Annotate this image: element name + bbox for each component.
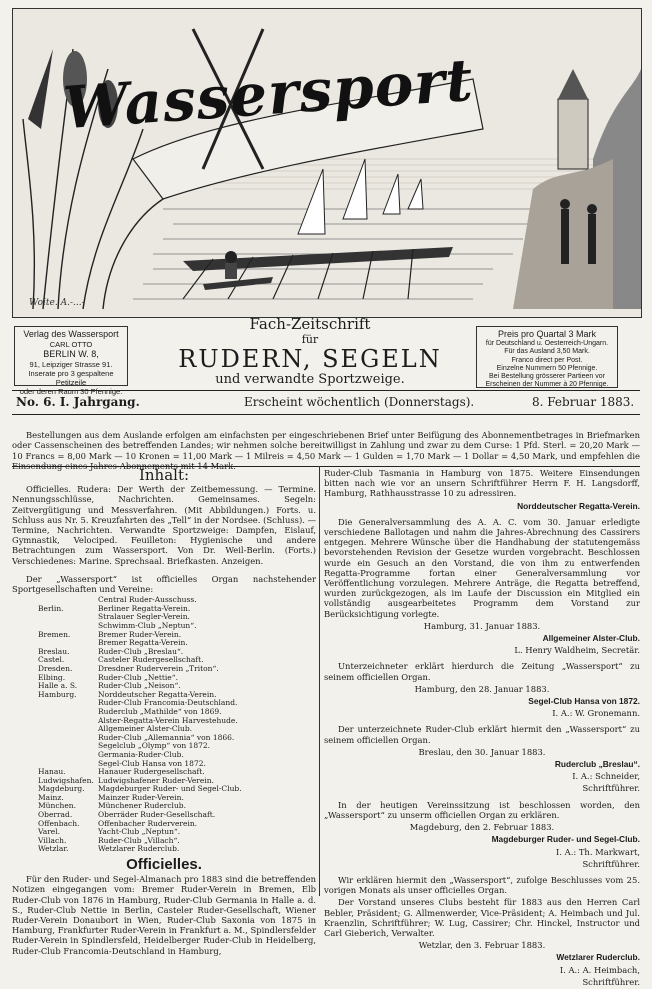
signature: Schriftführer. [582,783,640,794]
signature: Schriftführer. [582,858,640,869]
place-date: Hamburg, den 28. Januar 1883. [414,683,550,694]
club-list [38,596,316,854]
club-name: Germania-Ruder-Club. [98,749,184,759]
subtitle-fuer: für [301,333,319,346]
club-city [38,734,98,743]
signature: Ruderclub „Breslau“. [554,759,640,770]
left-column [12,468,316,958]
issue-number: No. 6. I. Jahrgang. [16,395,140,409]
tasmania-text: Ruder-Club Tasmania in Hamburg von 1875. Weitere Einsendungen bitten nach wie vor an unsern Schriftführer Herrn F. H. Langsdorff, Hamburg, Rathhausstrasse 10 zu adressiren. [324,468,640,499]
club-name: Yacht-Club „Neptun“. [98,827,181,837]
club-name: Bremer Regatta-Verein. [98,638,188,648]
signature: Segel-Club Hansa von 1872. [528,696,640,707]
club-name: Bremer Ruder-Verein. [98,629,182,639]
club-name: Schwimm-Club „Neptun“. [98,621,197,631]
club-city: Hanau. [38,767,66,777]
club-name: Stralauer Segler-Verein. [98,612,190,622]
club-name: Dresdner Ruderverein „Triton“. [98,663,219,673]
club-name: Alster-Regatta-Verein Harvestehude. [98,715,238,725]
rule-bottom [12,414,640,415]
club-city [38,725,98,734]
right-column [324,468,640,989]
club-name: Allgemeiner Alster-Club. [98,724,193,734]
signature: Magdeburger Ruder- und Segel-Club. [491,834,640,845]
inhalt-text: Officielles. Rudera: Der Werth der Zeitbemessung. — Termine. Nennungsschlüsse, Nachrichten. Gemeinsames. Segeln: Zeitvergütigung und Messverfahren. (Mit Abbildungen.) Forts. u. Schluss aus Nr. 5. Kreuzfahrten des „Tell“ in der Nordsee. (Schluss). — Termine, Nachrichten. Verwandte Sportzweige: Dampfen, Eislauf, Gymnastik, Velociped. Feuilleton: Hygienische und andere Betrachtungen zum Wassersport. Von Dr. Weil-Berlin. (Forts.) Verschiedenes: Marine. Sprechsaal. Briefkasten. Anzeigen. [12,484,316,566]
rule-notice [12,466,640,467]
club-name: Casteler Rudergesellschaft. [98,655,204,665]
masthead-title: Wassersport [61,45,476,143]
publisher-line: CARL OTTO [49,340,93,349]
club-name: Ruder-Club Francomia-Deutschland. [98,698,238,708]
place-date: Magdeburg, den 2. Februar 1883. [409,822,555,833]
subtitle-sub: und verwandte Sportzweige. [215,372,405,387]
price-line: für Deutschland u. Oesterreich-Ungarn. [485,340,609,347]
club-city: Bremen. [38,629,71,639]
club-city: Wetzlar. [38,844,69,854]
breslau-text: Der unterzeichnete Ruder-Club erklärt hiermit den „Wassersport“ zu seinem officiellen Organ. [324,724,640,745]
club-city: Ludwigshafen. [38,775,94,785]
club-name: Ruder-Club „Nettie“. [98,672,178,682]
club-city: Dresden. [38,663,73,673]
club-name: Central Ruder-Ausschuss. [98,595,197,605]
signature: Norddeutscher Regatta-Verein. [517,500,640,511]
club-name: Oberräder Ruder-Gesellschaft. [98,810,216,820]
subtitle-block [160,315,460,387]
club-name: Hanauer Rudergesellschaft. [98,767,205,777]
vorstand-text: Der Vorstand unseres Clubs besteht für 1883 aus den Herren Carl Bebler, Präsident; G. Allmenwerder, Vice-Präsident; A. Heimbach und Jul. Kraenzlin, Schriftführer; W. Lug, Cassirer; Chr. Hinckel, Instructor und Carl Gieberich, Verwalter. [324,897,640,938]
club-city [38,708,98,717]
club-city [38,613,98,622]
signature: Allgemeiner Alster-Club. [542,633,640,644]
signature: I. A.: W. Gronemann. [552,708,640,719]
club-city: Mainz. [38,792,64,802]
subscription-notice: Bestellungen aus dem Auslande erfolgen am einfachsten per eingeschriebenen Brief unter Beifügung des Abonnementbetrages in Briefmarken oder Cassenscheinen des betreffenden Landes; wir nehmen solche bereitwilligst in Zahlung und zwar zu dem Curse: 1 Pfd. Sterl. = 20,20 Mark — 10 Francs = 8,00 Mark — 10 Kronen = 11,00 Mark — 1 Milreis = 4,50 Mark — 1 Gulden = 1,70 Mark — 1 Dollar = 4,50 Mark, und empfehlen die Einsendung eines Jahres-Abonnements mit 14 Mark. [12,430,640,471]
subtitle-main: RUDERN, SEGELN [178,345,442,373]
club-name: Norddeutscher Regatta-Verein. [98,689,217,699]
club-city: Oberrad. [38,810,73,820]
club-name: Ruderclub „Mathilde“ von 1869. [98,706,222,716]
inhalt-heading: Inhalt: [138,466,190,484]
price-line: Preis pro Quartal 3 Mark [497,329,597,339]
signature: I. A.: A. Heimbach, [559,964,640,975]
price-box [476,326,618,388]
wetzlar-text: Wir erklären hiermit den „Wassersport“, zufolge Beschlusses vom 25. vorigen Monats als unser officielles Organ. [324,874,640,896]
price-line: Franco direct per Post. [511,356,583,364]
officielles-heading: Officielles. [126,856,202,874]
organ-intro: Der „Wassersport“ ist officielles Organ nachstehender Sportgesellschaften und Vereine: [12,573,316,595]
publisher-line: oder deren Raum 30 Pfennige. [19,387,123,396]
issue-date: 8. Februar 1883. [532,395,635,409]
club-city: Elbing. [38,672,66,682]
club-city [38,742,98,751]
signature: I. A.: Schneider, [572,771,640,782]
club-name: Mainzer Ruder-Verein. [98,792,184,802]
magdeburg-text: In der heutigen Vereinssitzung ist beschlossen worden, den „Wassersport“ zu unserm officiellen Organ zu erklären. [324,799,640,820]
club-city [38,751,98,760]
club-city: Berlin. [38,603,64,613]
club-name: Münchener Ruderclub. [98,801,186,811]
club-city [38,699,98,708]
signature: Schriftführer. [582,976,640,987]
club-name: Ruder-Club „Villach“. [98,835,180,845]
club-name: Segelclub „Olymp“ von 1872. [98,741,211,751]
price-line: Erscheinen der Nummer à 20 Pfennige. [485,381,609,389]
publisher-line: Inserate pro 3 gespaltene Petitzeile [28,369,114,387]
club-name: Ludwigshafener Ruder-Verein. [98,775,214,785]
club-name: Offenbacher Ruderverein. [98,818,198,828]
officielles-text: Für den Ruder- und Segel-Almanach pro 1883 sind die betreffenden Notizen eingegangen vom: Bremer Ruder-Verein in Bremen, Elb Ruder-Club von 1876 in Hamburg, Ruder-Club Germania in Halle a. d. S., Ruder-Club Nettie in Berlin, Casteler Ruder-Gesellschaft, Wiener Ruder-Verein Donaubort in Wien, Ruder-Club Saxonia von 1875 in Hamburg, Frankfurter Ruder-Verein in Frankfurt a. M., Spindlersfelder Ruder-Verein in Spindlersfeld, Heidelberger Ruder-Club in Heidelberg, Ruder-Club Francomia-Deutschland in Hamburg, [12,874,316,956]
price-line: Bei Bestellung grösserer Partieen vor [489,373,605,381]
signature: Wetzlarer Ruderclub. [556,952,640,963]
club-city [38,717,98,726]
club-city: Halle a. S. [38,681,78,691]
masthead-illustration [12,8,642,318]
club-name: Ruder-Club „Breslau“. [98,646,184,656]
club-name: Ruder-Club „Neison“. [98,681,181,691]
artist-signature: Woite. A.-...- [29,298,85,308]
publisher-box [14,326,128,396]
publisher-line: BERLIN W. 8, [43,349,99,359]
subtitle-fach: Fach-Zeitschrift [249,315,371,333]
club-city: Offenbach. [38,818,80,828]
generalversammlung-text: Die Generalversammlung des A. A. C. vom 30. Januar erledigte verschiedene Ballotagen und nahm die Jahres-Abrechnung des Cassirers entgegen. Mehrere Wünsche über die Handhabung der statutengemäss bevorstehenden Revision der Gesetze wurden vorgebracht. Beschlossen wurde ein Gesuch an den Vorstand, die von ihm zu entwerfenden Regatta-Programme fortan einer Generalversammlung vor Veröffentlichung vorzulegen. Mehrere Anträge, die Regatta betreffend, wurden zurückgezogen, als im Laufe der Discussion ein Mitglied ein vollständig ausgearbeitetes Programm dem Vorstand zur Berücksichtigung vorlegte. [324,516,640,619]
club-name: Ruder-Club „Allemannia“ von 1866. [98,732,235,742]
place-date: Hamburg, 31. Januar 1883. [423,620,541,631]
signature: I. A.: Th. Markwart, [556,846,640,857]
club-city: Magdeburg. [38,784,85,794]
publisher-line: Verlag des Wassersport [23,329,119,339]
club-name: Magdeburger Ruder- und Segel-Club. [98,784,242,794]
price-line: Einzelne Nummern 50 Pfennige. [496,364,598,372]
publisher-line: 91, Leipziger Strasse 91. [29,360,113,369]
club-city: Castel. [38,655,65,665]
club-city: Breslau. [38,646,70,656]
place-date: Breslau, den 30. Januar 1883. [418,746,546,757]
club-name: Berliner Regatta-Verein. [98,603,191,613]
price-line: Für das Ausland 3,50 Mark. [504,348,590,356]
club-name: Wetzlarer Ruderclub. [98,844,180,854]
column-divider [319,466,320,896]
club-city: Hamburg. [38,689,77,699]
rule-top [12,390,640,391]
club-name: Segel-Club Hansa von 1872. [98,758,206,768]
hansa-text: Unterzeichneter erklärt hierdurch die Zeitung „Wassersport“ zu seinem officiellen Organ. [324,661,640,682]
club-city: München. [38,801,77,811]
signature: L. Henry Waldheim, Secretär. [514,645,640,656]
club-city: Villach. [38,835,67,845]
club-city: Varel. [38,827,61,837]
issue-frequency: Erscheint wöchentlich (Donnerstags). [244,395,475,409]
place-date: Wetzlar, den 3. Februar 1883. [418,940,546,951]
